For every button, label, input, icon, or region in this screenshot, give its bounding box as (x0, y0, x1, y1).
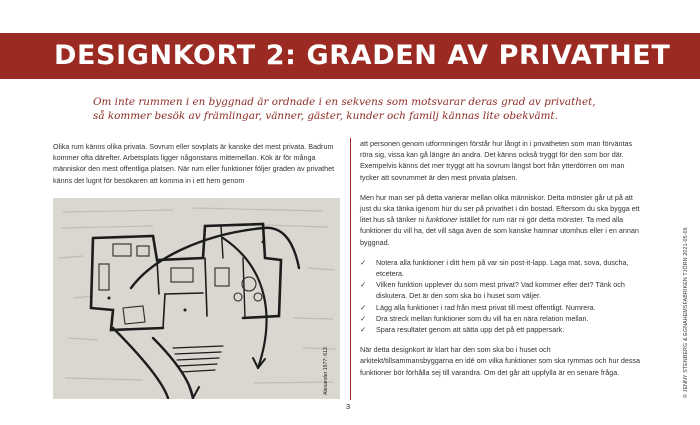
right-paragraph-1: att personen genom utformningen förstår hur långt in i privatheten som man förväntas röra sig, vissa kan gå längre än andra. Det känns också tryggt för den som bor där. Exempelvis känns det mer tryggt att ha sovrum längst bort från ytterdörren om man tycker att sovrummet är den mest privata platsen. (360, 139, 633, 182)
checkmark-icon: ✓ (360, 257, 367, 267)
right-column (360, 138, 643, 387)
checklist-item (360, 302, 643, 313)
title-banner (0, 33, 700, 79)
paragraph-2-start: Men hur man ser på detta varierar mellan olika människor. Detta mönster går ut på att just du ska tänka igenom hur du ser på privathet i din bostad. Eftersom du ska bygga ett litet hus så tänker ni (360, 192, 640, 225)
floor-plan-drawing (53, 198, 340, 399)
left-paragraph: Olika rum känns olika privata. Sovrum eller sovplats är kanske det mest privata. Badrum kommer ofta därefter. Arbetsplats ligger någonstans mittemellan. Kök är för många människor den mest offentliga platsen. När rum eller funktioner följer graden av privathet känns det lugnt för besökaren att komma in i ett hem genom (53, 142, 335, 185)
floor-plan-sketch (53, 198, 340, 399)
left-column (53, 141, 343, 195)
paragraph-2-emphasis: funktioner (425, 215, 458, 225)
column-divider (350, 138, 351, 400)
right-paragraph-3: När detta designkort är klart har den som ska bo i huset och arkitekt/tillsammansbyggarna en idé om vilka funktioner som ska rymmas och hur dessa funktioner bör förhålla sej till varandra. Om det går att uppfylla är en senare fråga. (360, 345, 641, 377)
copyright-notice: © JENNY STENBERG & EGNAHEMSFABRIKEN TJÖRN 2021-05-06 (683, 227, 689, 398)
checkmark-icon: ✓ (360, 302, 367, 312)
intro-line-1: Om inte rummen i en byggnad är ordnade i en sekvens som motsvarar deras grad av privathet, (93, 96, 596, 108)
checklist-item (360, 324, 643, 335)
checkmark-icon: ✓ (360, 325, 367, 335)
intro-line-2: så kommer besök av främlingar, vänner, gäster, kunder och familj kännas lite obekvämt. (93, 110, 558, 122)
figure-caption: Alexander 1977: 612. (323, 345, 329, 395)
checkmark-icon: ✓ (360, 280, 367, 290)
checklist-item-text: Vilken funktion upplever du som mest privat? Vad kommer efter det? Tänk och diskutera. Det är den som ska bo i huset som väljer. (376, 280, 625, 301)
checklist (360, 257, 643, 335)
checklist-item-text: Notera alla funktioner i ditt hem på var sin post-it-lapp. Laga mat, sova, duscha, etcetera. (376, 257, 629, 279)
checklist-item-text: Spara resultatet genom att sätta upp det på ett pappersark. (376, 325, 565, 335)
page-title: DESIGNKORT 2: GRADEN AV PRIVATHET (54, 40, 671, 71)
right-paragraph-2 (360, 192, 643, 248)
checklist-item-text: Dra streck mellan funktioner som du vill ha en nära relation mellan. (376, 313, 589, 323)
page-number: 3 (346, 402, 351, 411)
paragraph-2-end: istället för rum när ni gör detta mönster. Ta med alla funktioner du vill ha, det vill säga även de som kanske hamnar utomhus eller i en annan byggnad. (360, 215, 639, 247)
checklist-item (360, 279, 643, 301)
checklist-item (360, 313, 643, 324)
checklist-item (360, 257, 643, 279)
checklist-item-text: Lägg alla funktioner i rad från mest privat till mest offentligt. Numrera. (376, 302, 596, 312)
checkmark-icon: ✓ (360, 313, 367, 323)
intro-quote (93, 95, 653, 123)
